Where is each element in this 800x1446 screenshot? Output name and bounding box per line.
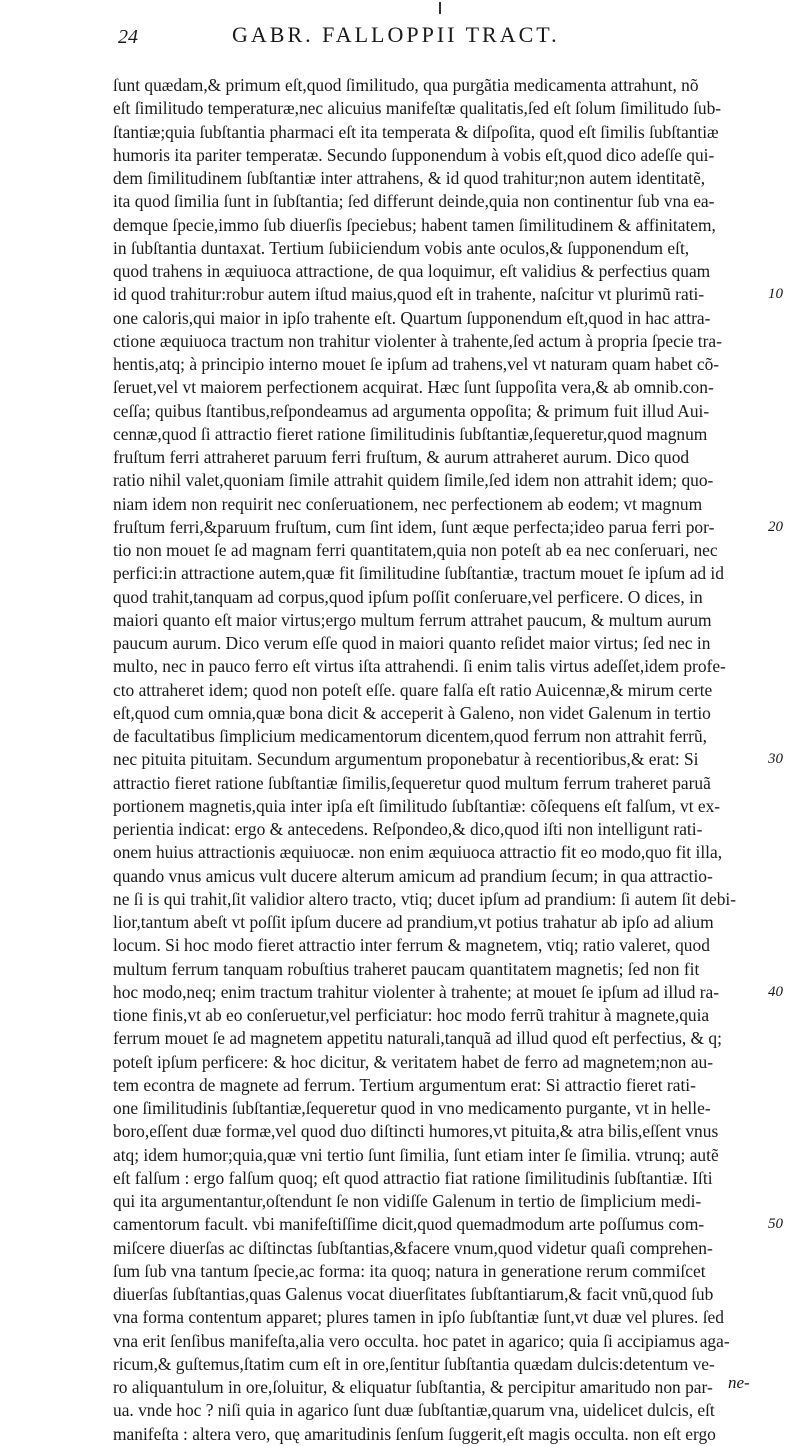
text-line: dem ſimilitudinem ſubſtantiæ inter attrahens, & id quod trahitur;non autem identitatẽ,	[113, 168, 706, 188]
text-line: fruſtum ferri,&paruum fruſtum, cum ſint idem, ſunt æque perfecta;ideo parua ferri por-	[113, 516, 715, 537]
text-line: cto attraheret idem; quod non poteſt eſſe. quare falſa eſt ratio Auicennæ,& mirum certe	[113, 679, 713, 700]
text-line: nec pituita pituitam. Secundum argumentum proponebatur à recentioribus,& erat: Si	[113, 749, 699, 770]
text-line: ne ſi is qui trahit,ſit validior altero tracto, vtiq; ducet ipſum ad prandium: ſi autem ſit debi-	[113, 888, 737, 909]
text-line: one caloris,qui maior in ipſo trahente eſt. Quartum ſupponendum eſt,quod in hac attra-	[113, 307, 711, 328]
text-line: ſum ſub vna tantum ſpecie,ac forma: ita quoq; natura in generatione rerum commiſcet	[113, 1260, 706, 1281]
text-line: id quod trahitur:robur autem iſtud maius,quod eſt in trahente, naſcitur vt plurimũ rati-	[113, 284, 705, 305]
text-line: ſtantiæ;quia ſubſtantia pharmaci eſt ita temperata & diſpoſita, quod eſt ſimilis ſubſtantiæ	[113, 121, 719, 142]
text-line: poteſt ipſum perficere: & hoc dicitur, & veritatem habet de ferro ad magnetem;non au-	[113, 1051, 714, 1072]
text-line: portionem magnetis,quia inter ipſa eſt ſimilitudo ſubſtantiæ: cõſequens eſt falſum, vt ex-	[113, 795, 721, 816]
text-line: ſunt quædam,& primum eſt,quod ſimilitudo, qua purgãtia medicamenta attrahunt, nõ	[113, 75, 699, 95]
text-line: lior,tantum abeſt vt poſſit ipſum ducere ad prandium,vt potius trahatur ab ipſo ad alium	[113, 912, 714, 932]
text-line: onem huius attractionis æquiuocæ. non enim æquiuoca attractio fit eo modo,quo fit illa,	[113, 842, 723, 863]
text-line: ſeruet,vel vt maiorem perfectionem acquirat. Hæc ſunt ſuppoſita vera,& ab omnib.con-	[113, 377, 714, 398]
running-title: GABR. FALLOPPII TRACT.	[232, 22, 560, 47]
text-line: quod trahit,tanquam ad corpus,quod ipſum poſſit conſeruare,vel perficere. O dices, in	[113, 586, 703, 607]
text-line: multum ferrum tanquam robuſtius traheret paucam quantitatem magnetis; ſed non fit	[113, 958, 700, 979]
body-text	[113, 74, 765, 1446]
margin-line-number: 30	[768, 751, 783, 768]
text-line: hoc modo,neq; enim tractum trahitur violenter à trahente; at mouet ſe ipſum ad illud ra-	[113, 981, 720, 1002]
text-line: eſt,quod cum omnia,quæ bona dicit & acceperit à Galeno, non videt Galenum in tertio	[113, 702, 711, 723]
text-line: ctione æquiuoca tractum non trahitur violenter à trahente,ſed actum à propria ſpecie tra-	[113, 330, 722, 351]
text-line: ricum,& guſtemus,ſtatim cum eſt in ore,ſentitur ſubſtantia quædam dulcis:detentum ve-	[113, 1353, 715, 1374]
catchword: ne-	[728, 1373, 750, 1392]
text-line: quando vnus amicus vult ducere alterum amicum ad prandium ſecum; in qua attractio-	[113, 865, 713, 886]
text-line: miſcere diuerſas ac diſtinctas ſubſtantias,&facere vnum,quod videtur quaſi comprehen-	[113, 1237, 713, 1258]
text-line: ceſſa; quibus ſtantibus,reſpondeamus ad argumenta oppoſita; & primum fuit illud Aui-	[113, 400, 710, 421]
top-edge-mark	[439, 2, 441, 14]
text-line: manifeſta : altera vero, quę amaritudinis ſenſum ſuggerit,eſt magis occulta. non eſt ergo	[113, 1423, 716, 1444]
text-line: de facultatibus ſimplicium medicamentorum dicentem,quod ferrum non attrahit ferrũ,	[113, 726, 707, 746]
margin-line-number: 20	[768, 518, 783, 535]
text-line: maiori quanto eſt maior virtus;ergo multum ferrum attrahet paucum, & multum aurum	[113, 609, 712, 630]
text-line: quod trahens in æquiuoca attractione, de qua loquimur, eſt validius & perfectius quam	[113, 261, 711, 281]
text-line: locum. Si hoc modo fieret attractio inter ferrum & magnetem, vtiq; ratio valeret, quod	[113, 935, 710, 956]
text-line: niam idem non requirit nec conſeruationem, nec perfectionem ab eodem; vt magnum	[113, 493, 703, 514]
text-line: ro aliquantulum in ore,ſoluitur, & eliquatur ſubſtantia, & percipitur amaritudo non par-	[113, 1377, 713, 1397]
margin-line-number: 50	[768, 1216, 783, 1233]
text-line: perientia indicat: ergo & antecedens. Reſpondeo,& dico,quod iſti non intelligunt rati-	[113, 819, 703, 839]
text-line: diuerſas ſubſtantias,quas Galenus vocat diuerſitates ſubſtantiarum,& facit vnũ,quod ſub	[113, 1284, 714, 1304]
text-line: humoris ita pariter temperatæ. Secundo ſupponendum à vobis eſt,quod dico adeſſe qui-	[113, 144, 715, 165]
page-header	[100, 22, 760, 48]
text-line: attractio fieret ratione ſubſtantiæ ſimilis,ſequeretur quod multum ferrum traheret paruã	[113, 772, 711, 793]
text-line: demque ſpecie,immo ſub diuerſis ſpeciebus; habent tamen ſimilitudinem & affinitatem,	[113, 214, 716, 235]
page-number: 24	[118, 26, 138, 48]
text-line: one ſimilitudinis ſubſtantiæ,ſequeretur quod in vno medicamento purgante, vt in helle-	[113, 1098, 711, 1118]
text-line: boro,eſſent duæ formæ,vel quod duo diſtincti humores,vt pituita,& atra bilis,eſſent vnus	[113, 1121, 719, 1142]
text-line: tione finis,vt ab eo conſeruetur,vel perficiatur: hoc modo ferrũ trahitur à magnete,quia	[113, 1005, 710, 1025]
text-line: vna erit ſenſibus manifeſta,alia vero occulta. hoc patet in agarico; quia ſi accipiamus aga-	[113, 1330, 730, 1351]
text-line: vna forma contentum apparet; plures tamen in ipſo ſubſtantiæ ſunt,vt duæ vel plures. ſed	[113, 1307, 724, 1328]
text-line: cennæ,quod ſi attractio fieret ratione ſimilitudinis ſubſtantiæ,ſequeretur,quod magnum	[113, 423, 708, 444]
margin-line-number: 10	[768, 286, 783, 303]
text-line: ita quod ſimilia ſunt in ſubſtantia; ſed differunt deinde,quia non continentur ſub vna ea-	[113, 191, 715, 212]
text-line: atq; idem humor;quia,quæ vni tertio ſunt ſimilia, ſunt etiam inter ſe ſimilia. vtrunq; autẽ	[113, 1144, 719, 1165]
text-line: ratio nihil valet,quoniam ſimile attrahit quidem ſimile,ſed idem non attrahit idem; quo-	[113, 470, 714, 491]
text-line: eſt falſum : ergo falſum quoq; eſt quod attractio fiat ratione ſimilitudinis ſubſtantiæ. Iſti	[113, 1167, 713, 1188]
text-line: perfici:in attractione autem,quæ fit ſimilitudine ſubſtantiæ, tractum mouet ſe ipſum ad id	[113, 563, 724, 584]
text-line: tem econtra de magnete ad ferrum. Tertium argumentum erat: Si attractio fieret rati-	[113, 1074, 696, 1095]
margin-line-number: 40	[768, 983, 783, 1000]
text-line: tio non mouet ſe ad magnam ferri quantitatem,quia non poteſt ab ea nec conſeruari, nec	[113, 540, 718, 560]
text-line: eſt ſimilitudo temperaturæ,nec alicuius manifeſtæ qualitatis,ſed eſt ſolum ſimilitudo ſub-	[113, 98, 722, 119]
text-line: in ſubſtantia duntaxat. Tertium ſubiiciendum vobis ante oculos,& ſupponendum eſt,	[113, 237, 690, 258]
text-line: hentis,atq; à principio interno mouet ſe ipſum ad trahens,vel vt naturam quam habet cõ-	[113, 354, 720, 374]
text-line: multo, nec in pauco ferro eſt virtus iſta attrahendi. ſi enim talis virtus adeſſet,idem profe-	[113, 656, 726, 677]
text-line: qui ita argumentantur,oſtendunt ſe non vidiſſe Galenum in tertio de ſimplicium medi-	[113, 1191, 702, 1211]
text-line: ua. vnde hoc ? niſi quia in agarico ſunt duæ ſubſtantiæ,quarum vna, uidelicet dulcis, eſt	[113, 1400, 715, 1421]
text-line: paucum aurum. Dico verum eſſe quod in maiori quanto reſidet maior virtus; ſed nec in	[113, 633, 711, 653]
text-line: camentorum facult. vbi manifeſtiſſime dicit,quod quemadmodum arte poſſumus com-	[113, 1214, 705, 1235]
text-line: ferrum mouet ſe ad magnetem appetitu naturali,tanquã ad illud quod eſt perfectius, & q;	[113, 1028, 722, 1049]
text-line: fruſtum ferri attraheret paruum ferri fruſtum, & aurum attraheret aurum. Dico quod	[113, 447, 690, 467]
